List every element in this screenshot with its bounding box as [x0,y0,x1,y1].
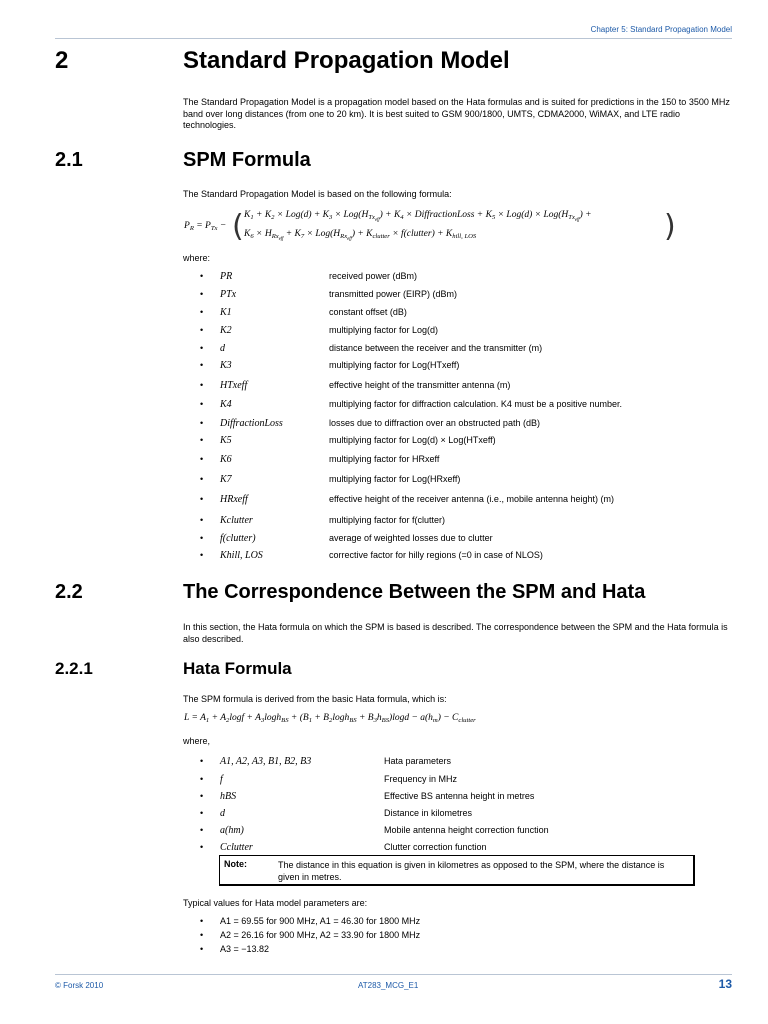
bullet: • [200,550,204,560]
section-2-1-intro: The Standard Propagation Model is based on the following formula: [183,189,452,199]
bullet: • [200,533,204,543]
bullet: • [200,435,204,445]
section-2-title: Standard Propagation Model [183,47,510,74]
hata-definition-symbol: a(hm) [220,825,244,836]
spm-definition-symbol: K6 [220,454,232,465]
spm-definition-symbol: K5 [220,435,232,446]
section-2-2-1-title: Hata Formula [183,659,292,678]
hata-definition-symbol: d [220,808,225,819]
hata-definition-symbol: f [220,774,223,785]
formula-close-brace: ) [664,209,676,244]
bullet: • [200,756,204,766]
section-2-2-1-number: 2.2.1 [55,659,93,678]
note-box [219,855,695,886]
hata-definition-description: Frequency in MHz [384,774,458,784]
bullet: • [200,916,204,926]
spm-definition-symbol: K7 [220,474,232,485]
bullet: • [200,289,204,299]
spm-definition-row [200,325,740,339]
formula-open-brace: ( [232,209,244,244]
spm-definition-symbol: HRxeff [220,494,248,505]
spm-definition-row [200,474,740,488]
spm-definition-description: transmitted power (EIRP) (dBm) [329,289,458,299]
bullet: • [200,325,204,335]
spm-definition-description: multiplying factor for f(clutter) [329,515,446,525]
bullet: • [200,930,204,940]
hata-definition-symbol: A1, A2, A3, B1, B2, B3 [220,756,312,767]
spm-definition-description: distance between the receiver and the transmitter (m) [329,343,543,353]
spm-definition-row [200,550,740,564]
section-2-1-title: SPM Formula [183,149,311,171]
hata-definition-description: Clutter correction function [384,842,487,852]
bullet: • [200,271,204,281]
bullet: • [200,380,204,390]
spm-definition-description: multiplying factor for Log(HRxeff) [329,474,461,484]
hata-definition-symbol: hBS [220,791,237,802]
spm-definition-row [200,515,740,529]
spm-definition-symbol: f(clutter) [220,533,256,544]
section-2-2-title: The Correspondence Between the SPM and Hata [183,581,646,603]
spm-definition-description: multiplying factor for Log(HTxeff) [329,360,460,370]
bullet: • [200,842,204,852]
hata-definition-row [200,825,740,839]
bullet: • [200,454,204,464]
spm-definition-description: average of weighted losses due to clutter [329,533,493,543]
hata-definition-row [200,756,740,770]
spm-definition-description: multiplying factor for Log(d) × Log(HTxeff) [329,435,496,445]
bullet: • [200,774,204,784]
spm-definition-description: multiplying factor for diffraction calculation. K4 must be a positive number. [329,399,622,409]
section-2-1-where: where: [183,253,211,263]
bullet: • [200,944,204,954]
spm-definition-symbol: K2 [220,325,232,336]
spm-definition-row [200,343,740,357]
hata-definition-description: Hata parameters [384,756,452,766]
hata-definition-row [200,808,740,822]
spm-definition-row [200,271,740,285]
spm-definition-row [200,307,740,321]
footer-doc-id: AT283_MCG_E1 [358,981,419,990]
formula-lhs: $P_R = P_{Tx}$ − [184,221,227,232]
formula-line-1: $K_1 + K_2 \times Log(d) + K_3 \times Log(H_{Tx_{eff}}) + K_4$ × DiffractionLoss + $K_5 \times Log(d) \times Log(H_{Tx_{eff}})$ + [244,210,592,223]
formula-line-2: $K_6 \times H_{Rx_{eff}} + K_7 \times Log(H_{Rx_{eff}}) + K_{clutter}$ × f(clutter) + $K_{hill, LOS}$ [244,229,477,242]
hata-definition-symbol: Cclutter [220,842,253,853]
bullet: • [200,474,204,484]
footer-copyright: © Forsk 2010 [55,981,104,990]
footer-page-number: 13 [718,977,732,991]
bullet: • [200,825,204,835]
spm-definition-symbol: K3 [220,360,232,371]
bullet: • [200,360,204,370]
header-rule [55,38,732,39]
bullet: • [200,307,204,317]
section-2-1-number: 2.1 [55,149,83,171]
spm-definition-row [200,418,740,432]
hata-definition-description: Mobile antenna height correction function [384,825,549,835]
bullet: • [200,494,204,504]
spm-definition-symbol: DiffractionLoss [220,418,283,429]
spm-definition-symbol: HTxeff [220,380,248,391]
section-2-2-intro: In this section, the Hata formula on which the SPM is based is described. The correspondence between the SPM and the Hata formula is also described. [183,622,728,644]
spm-definition-row [200,360,740,374]
typical-value-text: A1 = 69.55 for 900 MHz, A1 = 46.30 for 1800 MHz [220,916,421,926]
footer-rule [55,974,732,975]
spm-definition-row [200,533,740,547]
section-2-2-1-where: where, [183,736,211,746]
hata-definition-description: Distance in kilometres [384,808,473,818]
bullet: • [200,515,204,525]
spm-definition-row [200,494,740,508]
typical-value-text: A3 = −13.82 [220,944,270,954]
hata-definition-row [200,842,740,856]
spm-definition-row [200,289,740,303]
bullet: • [200,418,204,428]
note-label: Note: [224,859,247,869]
spm-definition-row [200,380,740,394]
spm-definition-symbol: Khill, LOS [220,550,263,561]
section-2-number: 2 [55,47,69,74]
spm-definition-symbol: K4 [220,399,232,410]
spm-definition-description: effective height of the receiver antenna (i.e., mobile antenna height) (m) [329,494,614,504]
hata-definition-row [200,791,740,805]
spm-definition-row [200,399,740,413]
section-2-2-1-intro: The SPM formula is derived from the basic Hata formula, which is: [183,694,447,704]
spm-definition-symbol: PR [220,271,233,282]
bullet: • [200,399,204,409]
spm-definition-description: received power (dBm) [329,271,418,281]
spm-definition-description: constant offset (dB) [329,307,407,317]
spm-definition-description: multiplying factor for Log(d) [329,325,439,335]
bullet: • [200,791,204,801]
hata-definition-row [200,774,740,788]
spm-definition-symbol: Kclutter [220,515,253,526]
note-text: The distance in this equation is given in kilometres as opposed to the SPM, where the distance is given in metres. [278,860,665,882]
spm-definition-symbol: PTx [220,289,237,300]
spm-definition-description: corrective factor for hilly regions (=0 in case of NLOS) [329,550,543,560]
running-header: Chapter 5: Standard Propagation Model [590,25,732,34]
section-2-2-number: 2.2 [55,581,83,603]
spm-definition-description: effective height of the transmitter antenna (m) [329,380,511,390]
spm-definition-row [200,454,740,468]
spm-definition-symbol: K1 [220,307,232,318]
bullet: • [200,808,204,818]
spm-definition-description: losses due to diffraction over an obstructed path (dB) [329,418,540,428]
spm-definition-description: multiplying factor for HRxeff [329,454,440,464]
spm-definition-row [200,435,740,449]
section-2-intro: The Standard Propagation Model is a propagation model based on the Hata formulas and is suited for predictions in the 150 to 3500 MHz band over long distances (from one to 20 km). It is best suited to GSM 900/1800, UMTS, CDMA2000, WiMAX, and LTE radio technologies. [183,97,730,130]
spm-definition-symbol: d [220,343,225,354]
hata-formula: $L = A_1 + A_2\log f + A_3\log h_{BS} + (B_1 + B_2\log h_{BS} + B_3h_{BS})\log d - a(h_m) - C_{clutter}$ [184,713,476,724]
hata-definition-description: Effective BS antenna height in metres [384,791,535,801]
typical-value-text: A2 = 26.16 for 900 MHz, A2 = 33.90 for 1800 MHz [220,930,421,940]
typical-values-intro: Typical values for Hata model parameters are: [183,898,368,908]
bullet: • [200,343,204,353]
